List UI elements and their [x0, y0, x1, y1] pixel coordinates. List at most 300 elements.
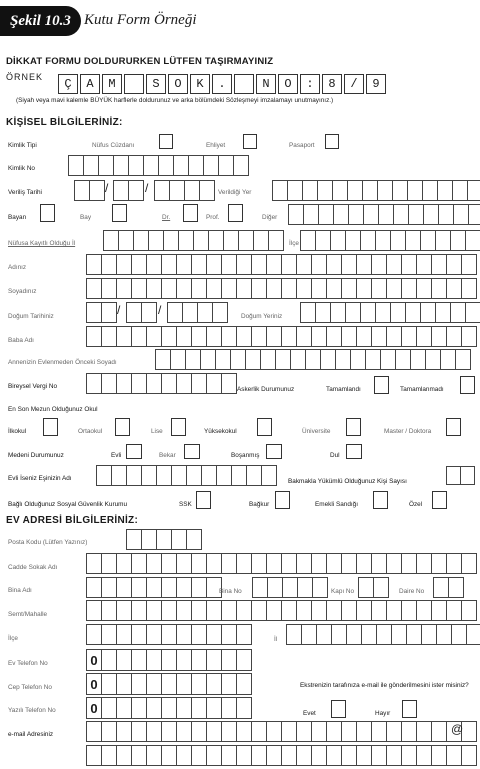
char-box[interactable]: [416, 254, 431, 275]
checkbox-tamamlanmadi[interactable]: [460, 376, 475, 394]
char-box[interactable]: [266, 745, 281, 766]
char-box[interactable]: [421, 624, 436, 645]
char-box[interactable]: [386, 278, 401, 299]
char-box[interactable]: [260, 349, 275, 370]
char-box[interactable]: [101, 326, 116, 347]
char-box[interactable]: [316, 624, 331, 645]
field-daire-no[interactable]: [433, 577, 464, 598]
char-box[interactable]: [191, 673, 206, 695]
char-box[interactable]: [101, 278, 116, 299]
char-box[interactable]: [146, 745, 161, 766]
char-box[interactable]: [330, 230, 345, 251]
char-box[interactable]: [236, 624, 252, 645]
checkbox-nufus-cuzdani[interactable]: [159, 134, 173, 149]
char-box[interactable]: [233, 155, 249, 176]
char-box[interactable]: [296, 326, 311, 347]
char-box[interactable]: [116, 745, 131, 766]
checkbox-yuksekokul[interactable]: [257, 418, 272, 436]
char-box[interactable]: [156, 529, 171, 550]
char-box[interactable]: [101, 721, 116, 742]
char-box[interactable]: [386, 721, 401, 742]
char-box[interactable]: [433, 577, 448, 598]
char-box[interactable]: [223, 230, 238, 251]
char-box[interactable]: [373, 577, 389, 598]
char-box[interactable]: [236, 745, 251, 766]
char-box[interactable]: [356, 278, 371, 299]
char-box[interactable]: [206, 326, 221, 347]
char-box[interactable]: [363, 204, 378, 225]
char-box[interactable]: [200, 349, 215, 370]
char-box[interactable]: [371, 745, 386, 766]
char-box[interactable]: [410, 349, 425, 370]
char-box[interactable]: [438, 204, 453, 225]
char-box[interactable]: [401, 254, 416, 275]
char-box[interactable]: [176, 373, 191, 394]
field-dogum-yeri[interactable]: [300, 302, 480, 323]
char-box[interactable]: [206, 721, 221, 742]
char-box[interactable]: [341, 326, 356, 347]
char-box[interactable]: [380, 349, 395, 370]
field-adiniz[interactable]: [86, 254, 477, 275]
char-box[interactable]: [416, 553, 431, 574]
char-box[interactable]: [281, 278, 296, 299]
char-box[interactable]: [188, 155, 203, 176]
char-box[interactable]: [116, 373, 131, 394]
field-dogum-gun[interactable]: [86, 302, 117, 323]
char-box[interactable]: [230, 349, 245, 370]
char-box[interactable]: [116, 577, 131, 598]
char-box[interactable]: [267, 577, 282, 598]
char-box[interactable]: [199, 180, 215, 201]
char-box[interactable]: [356, 254, 371, 275]
char-box[interactable]: [356, 745, 371, 766]
char-box[interactable]: [371, 721, 386, 742]
char-box[interactable]: [191, 721, 206, 742]
char-box[interactable]: [191, 326, 206, 347]
char-box[interactable]: [305, 349, 320, 370]
char-box[interactable]: [116, 254, 131, 275]
char-box[interactable]: [116, 278, 131, 299]
char-box[interactable]: [371, 600, 386, 621]
char-box[interactable]: [297, 577, 312, 598]
char-box[interactable]: [246, 465, 261, 486]
char-box[interactable]: [86, 721, 101, 742]
char-box[interactable]: [330, 302, 345, 323]
char-box[interactable]: [335, 349, 350, 370]
char-box[interactable]: [452, 180, 467, 201]
checkbox-tamamlandi[interactable]: [374, 376, 389, 394]
char-box[interactable]: [86, 577, 101, 598]
char-box[interactable]: [176, 326, 191, 347]
char-box[interactable]: [405, 230, 420, 251]
char-box[interactable]: [408, 204, 423, 225]
char-box[interactable]: [326, 278, 341, 299]
char-box[interactable]: [176, 673, 191, 695]
field-anne-kizlik[interactable]: [155, 349, 471, 370]
char-box[interactable]: [393, 204, 408, 225]
checkbox-ssk[interactable]: [196, 491, 211, 509]
char-box[interactable]: [176, 697, 191, 719]
char-box[interactable]: [167, 302, 182, 323]
char-box[interactable]: [116, 721, 131, 742]
char-box[interactable]: [345, 230, 360, 251]
char-box[interactable]: [317, 180, 332, 201]
char-box[interactable]: [158, 155, 173, 176]
char-box[interactable]: [101, 697, 116, 719]
checkbox-bay[interactable]: [112, 204, 127, 222]
field-email-line2[interactable]: [86, 745, 477, 766]
char-box[interactable]: [341, 278, 356, 299]
char-box[interactable]: [251, 600, 266, 621]
char-box[interactable]: [191, 278, 206, 299]
char-box[interactable]: [146, 624, 161, 645]
char-box[interactable]: [440, 349, 455, 370]
char-box[interactable]: [178, 230, 193, 251]
field-posta-kodu[interactable]: [126, 529, 202, 550]
char-box[interactable]: [251, 553, 266, 574]
char-box[interactable]: [218, 155, 233, 176]
char-box[interactable]: [272, 180, 287, 201]
char-box[interactable]: [161, 624, 176, 645]
char-box[interactable]: [461, 745, 477, 766]
char-box[interactable]: [296, 254, 311, 275]
char-box[interactable]: [191, 600, 206, 621]
char-box[interactable]: [461, 600, 477, 621]
checkbox-dr[interactable]: [183, 204, 198, 222]
char-box[interactable]: [156, 465, 171, 486]
char-box[interactable]: [446, 553, 461, 574]
char-box[interactable]: [420, 302, 435, 323]
char-box[interactable]: [386, 600, 401, 621]
char-box[interactable]: [146, 600, 161, 621]
char-box[interactable]: [360, 302, 375, 323]
char-box[interactable]: [446, 745, 461, 766]
char-box[interactable]: [131, 577, 146, 598]
char-box[interactable]: [86, 553, 101, 574]
char-box[interactable]: [416, 721, 431, 742]
char-box[interactable]: [116, 673, 131, 695]
char-box[interactable]: [266, 721, 281, 742]
char-box[interactable]: [461, 553, 477, 574]
char-box[interactable]: [113, 155, 128, 176]
char-box[interactable]: [148, 230, 163, 251]
field-yazili-tel[interactable]: [86, 697, 252, 719]
char-box[interactable]: [465, 302, 480, 323]
char-box[interactable]: [296, 745, 311, 766]
char-box[interactable]: [86, 373, 101, 394]
field-verilis-ay[interactable]: [113, 180, 144, 201]
char-box[interactable]: [191, 697, 206, 719]
char-box[interactable]: [86, 600, 101, 621]
char-box[interactable]: [176, 553, 191, 574]
char-box[interactable]: [221, 254, 236, 275]
char-box[interactable]: [206, 673, 221, 695]
char-box[interactable]: [341, 600, 356, 621]
field-bina-no[interactable]: [252, 577, 328, 598]
checkbox-prof[interactable]: [228, 204, 243, 222]
char-box[interactable]: [461, 278, 477, 299]
char-box[interactable]: [281, 600, 296, 621]
char-box[interactable]: [206, 373, 221, 394]
char-box[interactable]: [431, 254, 446, 275]
char-box[interactable]: [341, 721, 356, 742]
checkbox-evet[interactable]: [331, 700, 346, 718]
char-box[interactable]: [101, 745, 116, 766]
char-box[interactable]: [133, 230, 148, 251]
char-box[interactable]: [350, 349, 365, 370]
char-box[interactable]: [416, 600, 431, 621]
char-box[interactable]: [191, 373, 206, 394]
char-box[interactable]: [86, 624, 101, 645]
char-box[interactable]: [206, 697, 221, 719]
char-box[interactable]: [300, 230, 315, 251]
char-box[interactable]: [176, 721, 191, 742]
char-box[interactable]: [146, 577, 161, 598]
char-box[interactable]: [131, 373, 146, 394]
char-box[interactable]: [191, 254, 206, 275]
field-ev-tel[interactable]: [86, 649, 252, 671]
char-box[interactable]: [281, 326, 296, 347]
char-box[interactable]: [86, 745, 101, 766]
char-box[interactable]: [341, 553, 356, 574]
char-box[interactable]: [266, 553, 281, 574]
char-box[interactable]: [128, 180, 144, 201]
char-box[interactable]: [311, 745, 326, 766]
char-box[interactable]: [301, 624, 316, 645]
char-box[interactable]: [416, 745, 431, 766]
char-box[interactable]: [465, 230, 480, 251]
char-box[interactable]: [208, 230, 223, 251]
char-box[interactable]: [281, 254, 296, 275]
char-box[interactable]: [101, 600, 116, 621]
char-box[interactable]: [391, 624, 406, 645]
field-nufus-il[interactable]: [103, 230, 284, 251]
char-box[interactable]: [378, 204, 393, 225]
char-box[interactable]: [131, 624, 146, 645]
char-box[interactable]: [215, 349, 230, 370]
char-box[interactable]: [251, 745, 266, 766]
char-box[interactable]: [146, 278, 161, 299]
char-box[interactable]: [126, 302, 141, 323]
char-box[interactable]: [161, 553, 176, 574]
field-cadde[interactable]: [86, 553, 477, 574]
char-box[interactable]: [466, 624, 480, 645]
char-box[interactable]: [161, 649, 176, 671]
char-box[interactable]: [303, 204, 318, 225]
char-box[interactable]: [401, 278, 416, 299]
char-box[interactable]: [375, 230, 390, 251]
char-box[interactable]: [431, 745, 446, 766]
char-box[interactable]: [236, 553, 251, 574]
char-box[interactable]: [390, 302, 405, 323]
field-bakmakla[interactable]: [446, 466, 475, 485]
char-box[interactable]: [128, 155, 143, 176]
char-box[interactable]: [146, 553, 161, 574]
char-box[interactable]: [318, 204, 333, 225]
char-box[interactable]: [455, 349, 471, 370]
char-box[interactable]: [161, 600, 176, 621]
char-box[interactable]: [361, 624, 376, 645]
field-verilis-yil[interactable]: [154, 180, 215, 201]
char-box[interactable]: [468, 204, 480, 225]
char-box[interactable]: [348, 204, 363, 225]
char-box[interactable]: [401, 553, 416, 574]
field-esin-adi[interactable]: [96, 465, 277, 486]
char-box[interactable]: [184, 180, 199, 201]
char-box[interactable]: [212, 302, 228, 323]
char-box[interactable]: [146, 673, 161, 695]
char-box[interactable]: [221, 553, 236, 574]
char-box[interactable]: [161, 326, 176, 347]
char-box[interactable]: [326, 721, 341, 742]
char-box[interactable]: [467, 180, 480, 201]
field-kapi-no[interactable]: [358, 577, 389, 598]
char-box[interactable]: [236, 326, 251, 347]
char-box[interactable]: [358, 577, 373, 598]
char-box[interactable]: [431, 600, 446, 621]
char-box[interactable]: [146, 649, 161, 671]
char-box[interactable]: [281, 745, 296, 766]
char-box[interactable]: [266, 600, 281, 621]
checkbox-bayan[interactable]: [40, 204, 55, 222]
field-verildigi-yer[interactable]: [272, 180, 480, 201]
checkbox-bagkur[interactable]: [275, 491, 290, 509]
char-box[interactable]: [347, 180, 362, 201]
char-box[interactable]: [116, 553, 131, 574]
char-box[interactable]: [392, 180, 407, 201]
char-box[interactable]: [154, 180, 169, 201]
checkbox-hayir[interactable]: [402, 700, 417, 718]
char-box[interactable]: [206, 745, 221, 766]
char-box[interactable]: [171, 465, 186, 486]
char-box[interactable]: [311, 254, 326, 275]
field-email-line1[interactable]: [86, 721, 477, 742]
char-box[interactable]: [176, 600, 191, 621]
char-box[interactable]: [176, 649, 191, 671]
char-box[interactable]: [375, 302, 390, 323]
char-box[interactable]: [251, 721, 266, 742]
field-ilce[interactable]: [86, 624, 252, 645]
char-box[interactable]: [113, 180, 128, 201]
char-box[interactable]: [236, 254, 251, 275]
char-box[interactable]: [171, 529, 186, 550]
char-box[interactable]: [103, 230, 118, 251]
char-box[interactable]: [296, 553, 311, 574]
char-box[interactable]: [193, 230, 208, 251]
char-box[interactable]: [401, 721, 416, 742]
char-box[interactable]: [185, 349, 200, 370]
char-box[interactable]: [251, 326, 266, 347]
char-box[interactable]: [131, 649, 146, 671]
char-box[interactable]: [446, 326, 461, 347]
char-box[interactable]: [341, 254, 356, 275]
char-box[interactable]: [101, 302, 117, 323]
char-box[interactable]: [236, 600, 251, 621]
char-box[interactable]: [191, 624, 206, 645]
char-box[interactable]: [221, 745, 236, 766]
checkbox-emekli[interactable]: [373, 491, 388, 509]
char-box[interactable]: [377, 180, 392, 201]
char-box[interactable]: [221, 649, 236, 671]
char-box[interactable]: [206, 278, 221, 299]
char-box[interactable]: [116, 600, 131, 621]
char-box[interactable]: [143, 155, 158, 176]
checkbox-dul[interactable]: [346, 444, 362, 459]
char-box[interactable]: [320, 349, 335, 370]
char-box[interactable]: [252, 577, 267, 598]
char-box[interactable]: [236, 673, 252, 695]
char-box[interactable]: [461, 254, 477, 275]
char-box[interactable]: [326, 600, 341, 621]
char-box[interactable]: [126, 529, 141, 550]
field-baba-adi[interactable]: [86, 326, 477, 347]
char-box[interactable]: [326, 326, 341, 347]
field-kimlik-no[interactable]: [68, 155, 249, 176]
char-box[interactable]: [89, 180, 105, 201]
char-box[interactable]: [365, 349, 380, 370]
char-box[interactable]: [161, 721, 176, 742]
char-box[interactable]: [371, 553, 386, 574]
checkbox-ilkokul[interactable]: [43, 418, 58, 436]
char-box[interactable]: [286, 624, 301, 645]
field-soyadiniz[interactable]: [86, 278, 477, 299]
char-box[interactable]: [326, 553, 341, 574]
char-box[interactable]: [311, 600, 326, 621]
char-box[interactable]: [186, 465, 201, 486]
char-box[interactable]: [131, 721, 146, 742]
char-box[interactable]: [253, 230, 268, 251]
char-box[interactable]: [206, 600, 221, 621]
char-box[interactable]: [141, 529, 156, 550]
char-box[interactable]: [371, 278, 386, 299]
field-bina-adi[interactable]: [86, 577, 222, 598]
char-box[interactable]: [371, 254, 386, 275]
char-box[interactable]: [161, 373, 176, 394]
field-cep-tel[interactable]: [86, 673, 252, 695]
char-box[interactable]: [390, 230, 405, 251]
char-box[interactable]: [460, 466, 475, 485]
char-box[interactable]: [300, 302, 315, 323]
char-box[interactable]: [287, 180, 302, 201]
char-box[interactable]: [332, 180, 347, 201]
char-box[interactable]: [416, 326, 431, 347]
char-box[interactable]: [126, 465, 141, 486]
char-box[interactable]: [111, 465, 126, 486]
char-box[interactable]: [236, 721, 251, 742]
char-box[interactable]: [422, 180, 437, 201]
field-semt[interactable]: [86, 600, 477, 621]
char-box[interactable]: [386, 254, 401, 275]
char-box[interactable]: [161, 697, 176, 719]
char-box[interactable]: [453, 204, 468, 225]
char-box[interactable]: [83, 155, 98, 176]
char-box[interactable]: [281, 553, 296, 574]
char-box[interactable]: [96, 465, 111, 486]
char-box[interactable]: [116, 697, 131, 719]
char-box[interactable]: [116, 624, 131, 645]
char-box[interactable]: [191, 745, 206, 766]
char-box[interactable]: [311, 326, 326, 347]
char-box[interactable]: [362, 180, 377, 201]
char-box[interactable]: [395, 349, 410, 370]
char-box[interactable]: [170, 349, 185, 370]
char-box[interactable]: [296, 278, 311, 299]
char-box[interactable]: [86, 302, 101, 323]
char-box[interactable]: [101, 373, 116, 394]
char-box[interactable]: [386, 326, 401, 347]
char-box[interactable]: [386, 553, 401, 574]
field-verilis-gun[interactable]: [74, 180, 105, 201]
